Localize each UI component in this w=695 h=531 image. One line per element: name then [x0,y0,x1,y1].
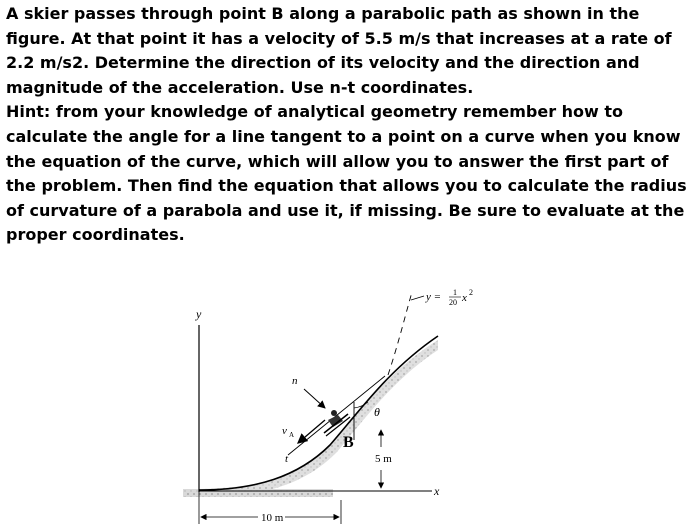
x-axis-label: x [434,484,440,498]
problem-hint: Hint: from your knowledge of analytical geometry remember how to calculate the angle for a line tangent to a point on a curve when you know the equation of the curve, which will allow you to answer the first part of the problem. Then find the equation that allows you to calculate the radius of curvature of a parabola and use it, if missing. Be sure to evaluate at the proper coordinates. [6,102,687,245]
normal-direction-arrow [304,389,325,408]
height-label: 5 m [375,453,392,465]
tangent-label: t [285,453,289,465]
velocity-arrow [298,420,325,443]
equation-den: 20 [449,298,457,307]
equation-lhs: y = [426,291,442,303]
equation-leader [411,296,424,300]
distance-label: 10 m [261,512,284,524]
normal-label: n [292,375,298,387]
equation-num: 1 [453,288,457,297]
point-b-label: B [343,434,354,451]
y-axis-label: y [196,307,202,321]
equation-var: x [462,292,467,304]
problem-statement: A skier passes through point B along a parabolic path as shown in the figure. At that point it has a velocity of 5.5 m/s that increases at a rate of 2.2 m/s2. Determine the direction of its velocity and the direction and magnitude of the acceleration. Use n-t coordinates. [6,4,672,97]
equation-exp: 2 [469,288,473,297]
theta-label: θ [374,405,380,419]
velocity-label: v [282,425,287,437]
velocity-subscript: A [289,431,295,439]
